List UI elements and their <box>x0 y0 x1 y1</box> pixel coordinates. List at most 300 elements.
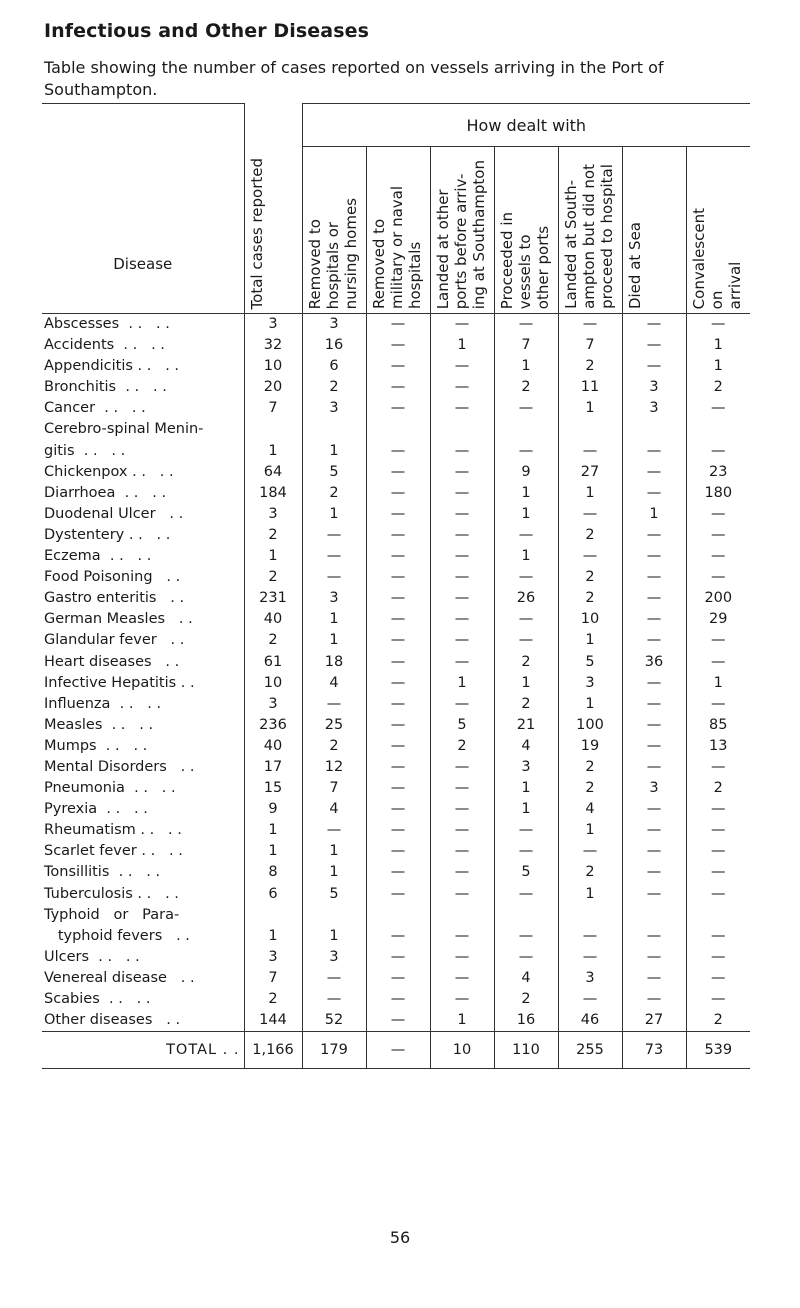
table-cell: — <box>622 314 686 336</box>
disease-name: Tuberculosis . . . . <box>44 885 179 902</box>
table-cell: 2 <box>494 694 558 715</box>
table-cell: 40 <box>244 736 302 757</box>
table-cell: — <box>494 398 558 419</box>
table-cell: — <box>494 525 558 546</box>
table-cell: 1 <box>302 441 366 462</box>
table-row <box>42 1010 800 1032</box>
table-cell: 1 <box>494 504 558 525</box>
table-cell: 2 <box>244 630 302 651</box>
table-cell: 2 <box>686 778 750 799</box>
total-cell: 10 <box>430 1032 494 1069</box>
disease-table <box>42 103 800 1069</box>
disease-name: Duodenal Ulcer . . <box>44 505 184 522</box>
table-cell: — <box>430 567 494 588</box>
column-header-died-at-sea <box>622 147 686 314</box>
table-row <box>42 356 800 377</box>
table-cell: 1 <box>244 820 302 841</box>
disease-name: Rheumatism . . . . <box>44 822 182 839</box>
table-cell: 184 <box>244 483 302 504</box>
table-cell: — <box>366 968 430 989</box>
table-row <box>42 736 800 757</box>
table-cell: — <box>622 335 686 356</box>
table-cell: — <box>430 504 494 525</box>
table-cell: 100 <box>558 715 622 736</box>
table-cell: — <box>686 546 750 567</box>
table-cell: — <box>430 377 494 398</box>
table-cell: — <box>622 715 686 736</box>
table-cell: 5 <box>302 462 366 483</box>
table-row <box>42 609 800 630</box>
table-cell: 10 <box>244 673 302 694</box>
table-cell: 6 <box>302 356 366 377</box>
table-row <box>42 419 800 440</box>
table-cell: 3 <box>302 947 366 968</box>
table-cell: — <box>686 398 750 419</box>
table-cell: — <box>430 862 494 883</box>
table-cell: — <box>366 567 430 588</box>
disease-name: Influenza . . . . <box>44 695 162 712</box>
disease-name: Mental Disorders . . <box>44 758 195 775</box>
table-cell: — <box>558 989 622 1010</box>
table-cell: — <box>494 441 558 462</box>
table-cell: — <box>430 630 494 651</box>
table-cell: 2 <box>558 567 622 588</box>
total-cell: 1,166 <box>244 1032 302 1069</box>
table-cell: — <box>366 483 430 504</box>
table-cell: — <box>366 673 430 694</box>
table-row <box>42 483 800 504</box>
table-cell: — <box>430 441 494 462</box>
total-cell: — <box>366 1032 430 1069</box>
table-cell: — <box>622 525 686 546</box>
table-cell: — <box>622 757 686 778</box>
table-cell: — <box>366 356 430 377</box>
table-row <box>42 968 800 989</box>
table-cell: — <box>430 968 494 989</box>
table-cell: 52 <box>302 1010 366 1032</box>
table-cell: 2 <box>558 778 622 799</box>
table-cell: 2 <box>244 989 302 1010</box>
table-cell: — <box>622 926 686 947</box>
table-cell: 3 <box>622 377 686 398</box>
table-cell: 1 <box>558 694 622 715</box>
table-cell <box>622 419 686 440</box>
column-header-total <box>244 104 302 314</box>
table-cell: 4 <box>302 799 366 820</box>
disease-name: Cerebro-spinal Menin- <box>44 421 204 438</box>
table-cell: 7 <box>494 335 558 356</box>
table-cell: 1 <box>494 546 558 567</box>
table-cell: — <box>430 884 494 905</box>
table-cell: — <box>622 441 686 462</box>
table-cell: 1 <box>494 673 558 694</box>
table-cell: — <box>622 694 686 715</box>
table-cell: — <box>494 884 558 905</box>
table-cell: 1 <box>622 504 686 525</box>
table-cell: 16 <box>494 1010 558 1032</box>
table-row <box>42 884 800 905</box>
table-cell: 1 <box>244 841 302 862</box>
table-cell: 25 <box>302 715 366 736</box>
table-cell: — <box>686 441 750 462</box>
disease-name: Infective Hepatitis . . <box>44 674 195 691</box>
table-row <box>42 441 800 462</box>
table-cell: — <box>430 841 494 862</box>
table-cell: 3 <box>558 673 622 694</box>
table-cell: — <box>430 462 494 483</box>
table-cell: — <box>558 546 622 567</box>
table-cell: 1 <box>302 630 366 651</box>
table-cell: 27 <box>622 1010 686 1032</box>
table-cell: — <box>686 799 750 820</box>
table-cell: 3 <box>302 398 366 419</box>
table-cell: 15 <box>244 778 302 799</box>
table-cell: — <box>686 926 750 947</box>
disease-name: Pyrexia . . . . <box>44 801 148 818</box>
table-cell: 2 <box>244 525 302 546</box>
table-cell: — <box>430 926 494 947</box>
table-cell: — <box>686 504 750 525</box>
table-cell: — <box>430 989 494 1010</box>
table-cell: 1 <box>302 504 366 525</box>
table-cell: — <box>686 567 750 588</box>
table-cell: — <box>494 820 558 841</box>
disease-name: Chickenpox . . . . <box>44 463 174 480</box>
table-cell: 10 <box>558 609 622 630</box>
table-cell: 1 <box>686 356 750 377</box>
table-cell: — <box>430 778 494 799</box>
table-cell: 61 <box>244 652 302 673</box>
disease-name: Eczema . . . . <box>44 548 152 565</box>
table-cell: — <box>686 757 750 778</box>
disease-name: Ulcers . . . . <box>44 948 140 965</box>
table-cell: 2 <box>558 525 622 546</box>
table-row <box>42 546 800 567</box>
table-cell: 1 <box>494 799 558 820</box>
table-caption: Table showing the number of cases reported on vessels arriving in the Port of Southampton. <box>44 58 664 99</box>
table-cell: 9 <box>244 799 302 820</box>
table-cell: 2 <box>302 483 366 504</box>
table-cell: 1 <box>558 884 622 905</box>
table-cell: — <box>622 736 686 757</box>
table-cell: 3 <box>558 968 622 989</box>
table-row <box>42 504 800 525</box>
table-cell: 2 <box>558 862 622 883</box>
table-cell: 17 <box>244 757 302 778</box>
column-header-label: Landed at other ports before arriv- ing at Southampton <box>433 159 488 309</box>
table-cell: — <box>430 694 494 715</box>
table-cell: 1 <box>302 926 366 947</box>
table-cell: — <box>430 483 494 504</box>
table-cell: — <box>366 947 430 968</box>
table-cell: — <box>686 694 750 715</box>
column-header-total-label: Total cases reported <box>247 157 266 309</box>
table-cell: 85 <box>686 715 750 736</box>
total-cell: 539 <box>686 1032 750 1069</box>
table-cell: 1 <box>558 483 622 504</box>
table-cell: — <box>302 525 366 546</box>
table-cell: 2 <box>558 356 622 377</box>
table-cell: 2 <box>302 377 366 398</box>
table-cell: 1 <box>244 441 302 462</box>
total-cell: 179 <box>302 1032 366 1069</box>
table-cell: 4 <box>302 673 366 694</box>
table-row <box>42 820 800 841</box>
disease-name: Venereal disease . . <box>44 969 195 986</box>
table-cell: 4 <box>494 968 558 989</box>
table-cell <box>366 419 430 440</box>
disease-name: typhoid fevers . . <box>44 927 190 944</box>
table-cell: 1 <box>686 673 750 694</box>
table-cell: 180 <box>686 483 750 504</box>
table-cell: — <box>622 968 686 989</box>
disease-name: Accidents . . . . <box>44 337 165 354</box>
table-cell: — <box>430 652 494 673</box>
disease-name: Bronchitis . . . . <box>44 379 167 396</box>
table-cell: — <box>366 820 430 841</box>
table-cell: — <box>558 947 622 968</box>
table-cell: — <box>686 841 750 862</box>
table-cell: 1 <box>302 841 366 862</box>
table-cell: — <box>302 567 366 588</box>
table-cell: 29 <box>686 609 750 630</box>
table-cell: — <box>430 356 494 377</box>
disease-name: Cancer . . . . <box>44 400 146 417</box>
table-cell: — <box>686 968 750 989</box>
table-cell: 3 <box>244 694 302 715</box>
table-cell: 7 <box>244 398 302 419</box>
table-cell: — <box>366 694 430 715</box>
disease-name: German Measles . . <box>44 611 193 628</box>
table-cell: 12 <box>302 757 366 778</box>
table-cell: — <box>686 862 750 883</box>
table-cell: — <box>494 609 558 630</box>
table-cell: — <box>366 462 430 483</box>
table-row <box>42 525 800 546</box>
table-cell: 23 <box>686 462 750 483</box>
table-cell: — <box>302 546 366 567</box>
table-cell: 21 <box>494 715 558 736</box>
table-cell: 3 <box>494 757 558 778</box>
table-cell <box>366 905 430 926</box>
table-cell: — <box>430 525 494 546</box>
table-cell: — <box>366 989 430 1010</box>
table-cell: 32 <box>244 335 302 356</box>
table-cell: — <box>430 546 494 567</box>
disease-name: Gastro enteritis . . <box>44 590 185 607</box>
table-cell: 1 <box>558 398 622 419</box>
table-cell: 3 <box>244 947 302 968</box>
table-cell: 2 <box>686 377 750 398</box>
table-cell: 3 <box>244 314 302 336</box>
disease-name: Appendicitis . . . . <box>44 358 180 375</box>
table-row <box>42 799 800 820</box>
table-row <box>42 462 800 483</box>
table-cell: 46 <box>558 1010 622 1032</box>
table-cell: — <box>366 757 430 778</box>
table-cell: — <box>622 588 686 609</box>
table-cell: — <box>622 673 686 694</box>
table-cell: 7 <box>558 335 622 356</box>
table-cell: 5 <box>302 884 366 905</box>
table-row <box>42 652 800 673</box>
table-cell: 1 <box>302 609 366 630</box>
table-cell: 9 <box>494 462 558 483</box>
table-cell: 10 <box>244 356 302 377</box>
table-cell: — <box>430 588 494 609</box>
table-cell: 16 <box>302 335 366 356</box>
table-cell: — <box>366 398 430 419</box>
table-cell: 3 <box>622 778 686 799</box>
table-cell: 1 <box>494 483 558 504</box>
table-cell: 7 <box>244 968 302 989</box>
table-cell: — <box>686 820 750 841</box>
table-cell: 2 <box>686 1010 750 1032</box>
table-cell: — <box>686 884 750 905</box>
table-cell: — <box>366 841 430 862</box>
table-cell: 200 <box>686 588 750 609</box>
table-cell: — <box>302 820 366 841</box>
table-cell: — <box>366 715 430 736</box>
table-cell: — <box>494 841 558 862</box>
column-header-disease: Disease <box>42 104 244 314</box>
table-cell: — <box>622 483 686 504</box>
table-cell: — <box>558 926 622 947</box>
table-cell: — <box>494 947 558 968</box>
table-row <box>42 926 800 947</box>
table-row <box>42 335 800 356</box>
table-cell: — <box>686 314 750 336</box>
table-row <box>42 377 800 398</box>
table-cell: 27 <box>558 462 622 483</box>
table-cell: — <box>558 504 622 525</box>
table-cell: — <box>622 947 686 968</box>
table-cell: — <box>686 525 750 546</box>
table-row <box>42 862 800 883</box>
table-cell: — <box>302 968 366 989</box>
table-cell: — <box>366 504 430 525</box>
table-cell: 7 <box>302 778 366 799</box>
table-cell <box>558 905 622 926</box>
column-header-label: Landed at South- ampton but did not proceed to hospital <box>561 164 616 309</box>
table-cell: — <box>366 441 430 462</box>
table-cell: — <box>366 525 430 546</box>
table-cell: — <box>430 947 494 968</box>
table-cell: — <box>622 462 686 483</box>
table-cell <box>430 419 494 440</box>
table-cell: 36 <box>622 652 686 673</box>
table-cell: — <box>622 567 686 588</box>
table-cell: — <box>302 989 366 1010</box>
table-cell: 19 <box>558 736 622 757</box>
table-cell: — <box>366 588 430 609</box>
table-cell: — <box>302 694 366 715</box>
table-cell: — <box>686 989 750 1010</box>
table-row <box>42 398 800 419</box>
table-cell: 231 <box>244 588 302 609</box>
table-cell: 40 <box>244 609 302 630</box>
table-cell: — <box>430 799 494 820</box>
table-cell: 4 <box>558 799 622 820</box>
table-cell: 2 <box>494 652 558 673</box>
disease-name: Other diseases . . <box>44 1012 181 1029</box>
table-cell: — <box>366 799 430 820</box>
disease-name: Dystentery . . . . <box>44 526 171 543</box>
table-cell: 3 <box>622 398 686 419</box>
column-header-label: Convalescent on arrival <box>689 207 744 309</box>
table-cell <box>430 905 494 926</box>
table-cell: — <box>494 567 558 588</box>
disease-name: gitis . . . . <box>44 442 126 459</box>
column-header-label: Removed to military or naval hospitals <box>369 185 424 309</box>
page-number: 56 <box>389 1228 411 1247</box>
table-cell: — <box>430 609 494 630</box>
table-cell: — <box>366 926 430 947</box>
disease-name: Food Poisoning . . <box>44 569 181 586</box>
table-cell: — <box>558 314 622 336</box>
table-cell: — <box>622 356 686 377</box>
table-cell: — <box>366 862 430 883</box>
table-cell: 3 <box>302 314 366 336</box>
table-cell: 1 <box>244 926 302 947</box>
total-row <box>42 1032 800 1069</box>
table-cell <box>244 419 302 440</box>
table-cell: — <box>366 652 430 673</box>
table-cell: — <box>622 862 686 883</box>
table-row <box>42 778 800 799</box>
table-cell: 1 <box>430 673 494 694</box>
table-cell: 5 <box>494 862 558 883</box>
table-cell <box>302 905 366 926</box>
table-cell: — <box>494 630 558 651</box>
table-cell: 2 <box>494 989 558 1010</box>
disease-name: Typhoid or Para- <box>44 906 180 923</box>
table-row <box>42 989 800 1010</box>
column-header-landed-southampton <box>558 147 622 314</box>
disease-name: Scabies . . . . <box>44 991 151 1007</box>
table-cell: — <box>366 609 430 630</box>
table-cell: 2 <box>244 567 302 588</box>
table-row <box>42 588 800 609</box>
table-cell: 3 <box>244 504 302 525</box>
table-row <box>42 567 800 588</box>
table-body <box>42 314 800 1069</box>
table-cell: — <box>366 1010 430 1032</box>
column-header-convalescent <box>686 147 750 314</box>
table-cell: 8 <box>244 862 302 883</box>
table-cell: — <box>366 546 430 567</box>
table-cell: — <box>622 799 686 820</box>
table-cell: — <box>366 736 430 757</box>
column-header-hospitals <box>302 147 366 314</box>
table-cell: 1 <box>302 862 366 883</box>
table-cell: 18 <box>302 652 366 673</box>
table-cell: 13 <box>686 736 750 757</box>
table-row <box>42 630 800 651</box>
table-cell: — <box>366 314 430 336</box>
table-cell: — <box>366 630 430 651</box>
table-cell: 6 <box>244 884 302 905</box>
table-cell: — <box>686 652 750 673</box>
column-header-label: Died at Sea <box>625 221 644 309</box>
table-cell: 64 <box>244 462 302 483</box>
table-cell: 1 <box>686 335 750 356</box>
table-cell: 1 <box>494 356 558 377</box>
column-header-military <box>366 147 430 314</box>
table-cell: — <box>686 947 750 968</box>
table-cell: 2 <box>430 736 494 757</box>
table-cell: — <box>558 841 622 862</box>
